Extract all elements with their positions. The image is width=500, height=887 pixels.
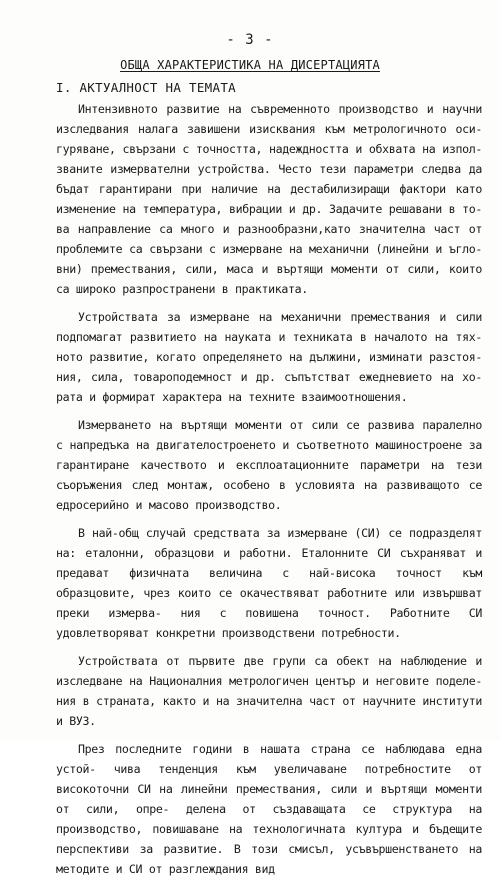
paragraph-4: В най-общ случай средствата за измерване (СИ) се подразделят на: еталонни, образцови и работни. Еталонните СИ съхраняват и предават физичната величина с най-висока точност към образцовите, чрез които се окачествяват работните или извършват преки измерва- ния с повишена точност. Работните СИ удовлетворяват конкретни производствени потребности. (56, 526, 482, 640)
document-title: ОБЩА ХАРАКТЕРИСТИКА НА ДИСЕРТАЦИЯТА (120, 58, 380, 72)
section-heading: I. АКТУАЛНОСТ НА ТЕМАТА (56, 80, 236, 95)
page-number: - 3 - (226, 32, 274, 48)
paragraph-3: Измерването на въртящи моменти от сили се развива паралелно с напредъка на двигателостроенето и съответното машиностроене за гарантиране качеството и експлоатационните параметри на тези съоръжения след монтаж, особено в условията на развиващото се едросерийно и масово производство. (56, 418, 482, 512)
paragraph-1: Интензивното развитие на съвременното производство и научни изследвания налага завишени изисквания към метрологичното оси- гуряване, свързани с точността, надеждността и обхвата на изпол- званите измервателни устройства. Често тези параметри следва да бъдат гарантирани при наличие на дестабилизиращи фактори като изменение на температура, вибрации и др. Задачите решавани в то- ва направление са много и разнообразни,като значителна част от проблемите са свързани с измерване на механични (линейни и ъгло- вни) премествания, сили, маса и въртящи моменти от сили, които са широко разпространени в практиката. (56, 102, 482, 296)
paragraph-5: Устройствата от първите две групи са обект на наблюдение и изследване на Националния метрологичен център и неговите поделе- ния в страната, както и на значителна част от научните институти и ВУЗ. (56, 654, 482, 728)
paragraph-2: Устройствата за измерване на механични премествания и сили подпомагат развитието на науката и техниката в началото на тях- ното развитие, когато определянето на дължини, изминати разстоя- ния, сила, товароподемност и др. съпътстват ежедневието на хо- рата и формират характера на техните взаимоотношения. (56, 310, 482, 404)
paragraph-6: През последните години в нашата страна се наблюдава една устой- чива тенденция към увеличаване потребностите от високоточни СИ на линейни премествания, сили и въртящи моменти от сили, опре- делена от създаващата се структура на производство, повишаване на технологичната култура и бъдещите перспективи за развитие. В този смисъл, усъвършенстването на методите и СИ от разглеждания вид (56, 742, 482, 876)
document-body (56, 99, 482, 887)
